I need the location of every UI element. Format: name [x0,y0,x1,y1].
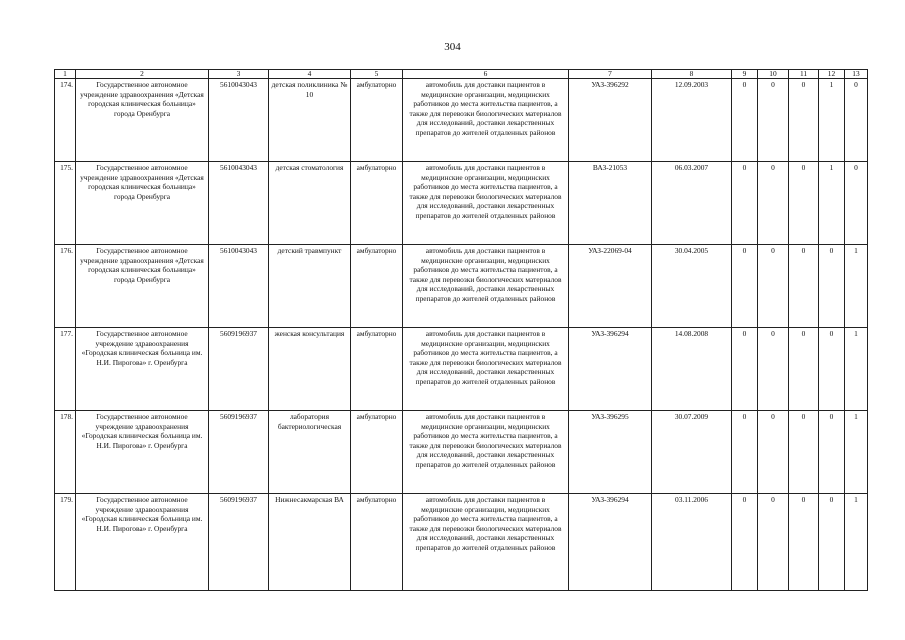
cell-col10: 0 [758,328,789,411]
vehicle-purpose: автомобиль для доставки пациентов в медицинские организации, медицинских работников до места жительства пациентов, а также для перевозки биологических материалов для исследований, доставки лекарственных препаратов до жителей отдаленных районов [403,328,569,411]
cell-col9: 0 [732,328,758,411]
table-row [55,245,868,328]
cell-col9: 0 [732,162,758,245]
inn-code: 5610043043 [209,79,269,162]
organization-name: Государственное автономное учреждение здравоохранения «Детская городская клиническая больница» города Оренбурга [76,162,209,245]
cell-col12: 1 [819,162,845,245]
vehicle-purpose: автомобиль для доставки пациентов в медицинские организации, медицинских работников до места жительства пациентов, а также для перевозки биологических материалов для исследований, доставки лекарственных препаратов до жителей отдаленных районов [403,162,569,245]
row-number: 175. [55,162,76,245]
vehicle-table [54,69,868,591]
cell-col13: 0 [845,79,868,162]
cell-col9: 0 [732,245,758,328]
vehicle-purpose: автомобиль для доставки пациентов в медицинские организации, медицинских работников до места жительства пациентов, а также для перевозки биологических материалов для исследований, доставки лекарственных препаратов до жителей отдаленных районов [403,245,569,328]
table-row [55,79,868,162]
column-header: 2 [76,70,209,79]
cell-col11: 0 [789,494,819,591]
column-header: 9 [732,70,758,79]
unit-name: детская стоматология [269,162,351,245]
vehicle-model: УАЗ-396294 [569,328,652,411]
unit-name: Нижнесакмарская ВА [269,494,351,591]
vehicle-date: 14.08.2008 [652,328,732,411]
vehicle-model: УАЗ-396292 [569,79,652,162]
inn-code: 5609196937 [209,328,269,411]
cell-col10: 0 [758,411,789,494]
care-type: амбулаторно [351,162,403,245]
cell-col11: 0 [789,328,819,411]
vehicle-date: 03.11.2006 [652,494,732,591]
column-header: 8 [652,70,732,79]
vehicle-date: 06.03.2007 [652,162,732,245]
row-number: 178. [55,411,76,494]
care-type: амбулаторно [351,328,403,411]
vehicle-date: 12.09.2003 [652,79,732,162]
table-row [55,411,868,494]
column-header: 6 [403,70,569,79]
cell-col10: 0 [758,494,789,591]
column-header: 12 [819,70,845,79]
organization-name: Государственное автономное учреждение здравоохранения «Детская городская клиническая больница» города Оренбурга [76,79,209,162]
table-header-row [55,70,868,79]
row-number: 176. [55,245,76,328]
cell-col11: 0 [789,411,819,494]
cell-col10: 0 [758,79,789,162]
row-number: 177. [55,328,76,411]
vehicle-date: 30.04.2005 [652,245,732,328]
inn-code: 5610043043 [209,162,269,245]
cell-col13: 0 [845,162,868,245]
table-row [55,328,868,411]
vehicle-purpose: автомобиль для доставки пациентов в медицинские организации, медицинских работников до места жительства пациентов, а также для перевозки биологических материалов для исследований, доставки лекарственных препаратов до жителей отдаленных районов [403,494,569,591]
organization-name: Государственное автономное учреждение здравоохранения «Городская клиническая больница им. Н.И. Пирогова» г. Оренбурга [76,328,209,411]
unit-name: детский травмпункт [269,245,351,328]
care-type: амбулаторно [351,494,403,591]
vehicle-purpose: автомобиль для доставки пациентов в медицинские организации, медицинских работников до места жительства пациентов, а также для перевозки биологических материалов для исследований, доставки лекарственных препаратов до жителей отдаленных районов [403,411,569,494]
column-header: 4 [269,70,351,79]
cell-col11: 0 [789,162,819,245]
row-number: 174. [55,79,76,162]
table-row [55,162,868,245]
page-number: 304 [444,41,461,53]
cell-col12: 1 [819,79,845,162]
care-type: амбулаторно [351,79,403,162]
cell-col12: 0 [819,245,845,328]
column-header: 5 [351,70,403,79]
vehicle-model: УАЗ-22069-04 [569,245,652,328]
column-header: 1 [55,70,76,79]
inn-code: 5609196937 [209,494,269,591]
vehicle-purpose: автомобиль для доставки пациентов в медицинские организации, медицинских работников до места жительства пациентов, а также для перевозки биологических материалов для исследований, доставки лекарственных препаратов до жителей отдаленных районов [403,79,569,162]
vehicle-model: УАЗ-396295 [569,411,652,494]
organization-name: Государственное автономное учреждение здравоохранения «Детская городская клиническая больница» города Оренбурга [76,245,209,328]
care-type: амбулаторно [351,245,403,328]
cell-col9: 0 [732,494,758,591]
row-number: 179. [55,494,76,591]
cell-col12: 0 [819,411,845,494]
cell-col13: 1 [845,494,868,591]
vehicle-model: УАЗ-396294 [569,494,652,591]
cell-col12: 0 [819,494,845,591]
cell-col13: 1 [845,245,868,328]
inn-code: 5610043043 [209,245,269,328]
unit-name: лаборатория бактериологическая [269,411,351,494]
cell-col10: 0 [758,162,789,245]
unit-name: женская консультация [269,328,351,411]
vehicle-model: ВАЗ-21053 [569,162,652,245]
cell-col11: 0 [789,79,819,162]
inn-code: 5609196937 [209,411,269,494]
cell-col9: 0 [732,79,758,162]
cell-col10: 0 [758,245,789,328]
table-row [55,494,868,591]
column-header: 7 [569,70,652,79]
cell-col13: 1 [845,411,868,494]
cell-col11: 0 [789,245,819,328]
column-header: 3 [209,70,269,79]
organization-name: Государственное автономное учреждение здравоохранения «Городская клиническая больница им. Н.И. Пирогова» г. Оренбурга [76,411,209,494]
column-header: 10 [758,70,789,79]
organization-name: Государственное автономное учреждение здравоохранения «Городская клиническая больница им. Н.И. Пирогова» г. Оренбурга [76,494,209,591]
unit-name: детская поликлиника № 10 [269,79,351,162]
cell-col12: 0 [819,328,845,411]
column-header: 11 [789,70,819,79]
cell-col9: 0 [732,411,758,494]
vehicle-date: 30.07.2009 [652,411,732,494]
care-type: амбулаторно [351,411,403,494]
cell-col13: 1 [845,328,868,411]
column-header: 13 [845,70,868,79]
